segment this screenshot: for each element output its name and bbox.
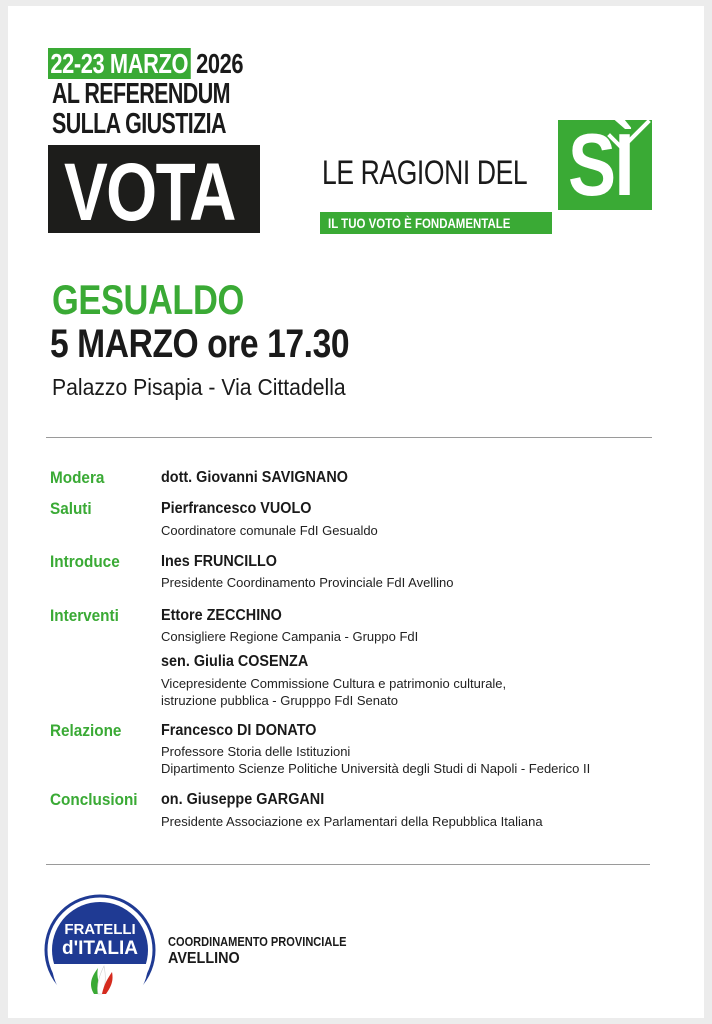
logo-text-line1: FRATELLI xyxy=(64,921,136,938)
event-date-time: 5 MARZO ore 17.30 xyxy=(50,322,350,366)
logo-text-line2: d'ITALIA xyxy=(62,938,138,959)
role-label: Introduce xyxy=(50,552,120,571)
event-place: Palazzo Pisapia - Via Cittadella xyxy=(52,374,346,400)
si-text: SÌ xyxy=(568,115,633,214)
speaker-description: Professore Storia delle Istituzioni xyxy=(161,744,351,759)
fratelli-italia-logo xyxy=(44,894,156,1006)
speaker-description: Presidente Associazione ex Parlamentari della Repubblica Italiana xyxy=(161,814,543,829)
speaker-name: Ettore ZECCHINO xyxy=(161,607,282,624)
coordinamento-city: AVELLINO xyxy=(168,950,240,967)
date-year: 2026 xyxy=(196,48,244,79)
poster xyxy=(8,6,704,1018)
role-label: Relazione xyxy=(50,721,122,740)
speaker-description: Dipartimento Scienze Politiche Università degli Studi di Napoli - Federico II xyxy=(161,761,591,776)
referendum-line2: SULLA GIUSTIZIA xyxy=(52,108,226,140)
coordinamento-label: COORDINAMENTO PROVINCIALE xyxy=(168,934,347,949)
speaker-name: Pierfrancesco VUOLO xyxy=(161,500,312,517)
vota-title: VOTA xyxy=(64,147,235,238)
role-label: Conclusioni xyxy=(50,790,138,809)
checkmark-icon xyxy=(604,118,652,154)
speaker-description: Vicepresidente Commissione Cultura e patrimonio culturale, xyxy=(161,676,507,691)
tagline: IL TUO VOTO È FONDAMENTALE xyxy=(328,215,511,231)
role-label: Interventi xyxy=(50,606,119,625)
speaker-name: dott. Giovanni SAVIGNANO xyxy=(161,469,348,486)
role-label: Modera xyxy=(50,468,105,487)
referendum-line1: AL REFERENDUM xyxy=(52,78,230,110)
event-city: GESUALDO xyxy=(52,276,244,323)
referendum-date xyxy=(48,48,243,80)
speaker-name: Ines FRUNCILLO xyxy=(161,553,278,570)
divider-top xyxy=(46,437,652,438)
speaker-description: Presidente Coordinamento Provinciale FdI Avellino xyxy=(161,575,454,590)
speaker-name: on. Giuseppe GARGANI xyxy=(161,791,325,808)
speaker-description: Coordinatore comunale FdI Gesualdo xyxy=(161,523,378,538)
speaker-name: Francesco DI DONATO xyxy=(161,722,317,739)
speaker-description: Consigliere Regione Campania - Gruppo FdI xyxy=(161,629,419,644)
date-highlight: 22-23 MARZO xyxy=(48,48,190,79)
divider-bottom xyxy=(46,864,650,865)
speaker-name: sen. Giulia COSENZA xyxy=(161,653,309,670)
ragioni-title: LE RAGIONI DEL xyxy=(322,154,528,192)
speaker-description: istruzione pubblica - Grupppo FdI Senato xyxy=(161,693,399,708)
role-label: Saluti xyxy=(50,499,92,518)
